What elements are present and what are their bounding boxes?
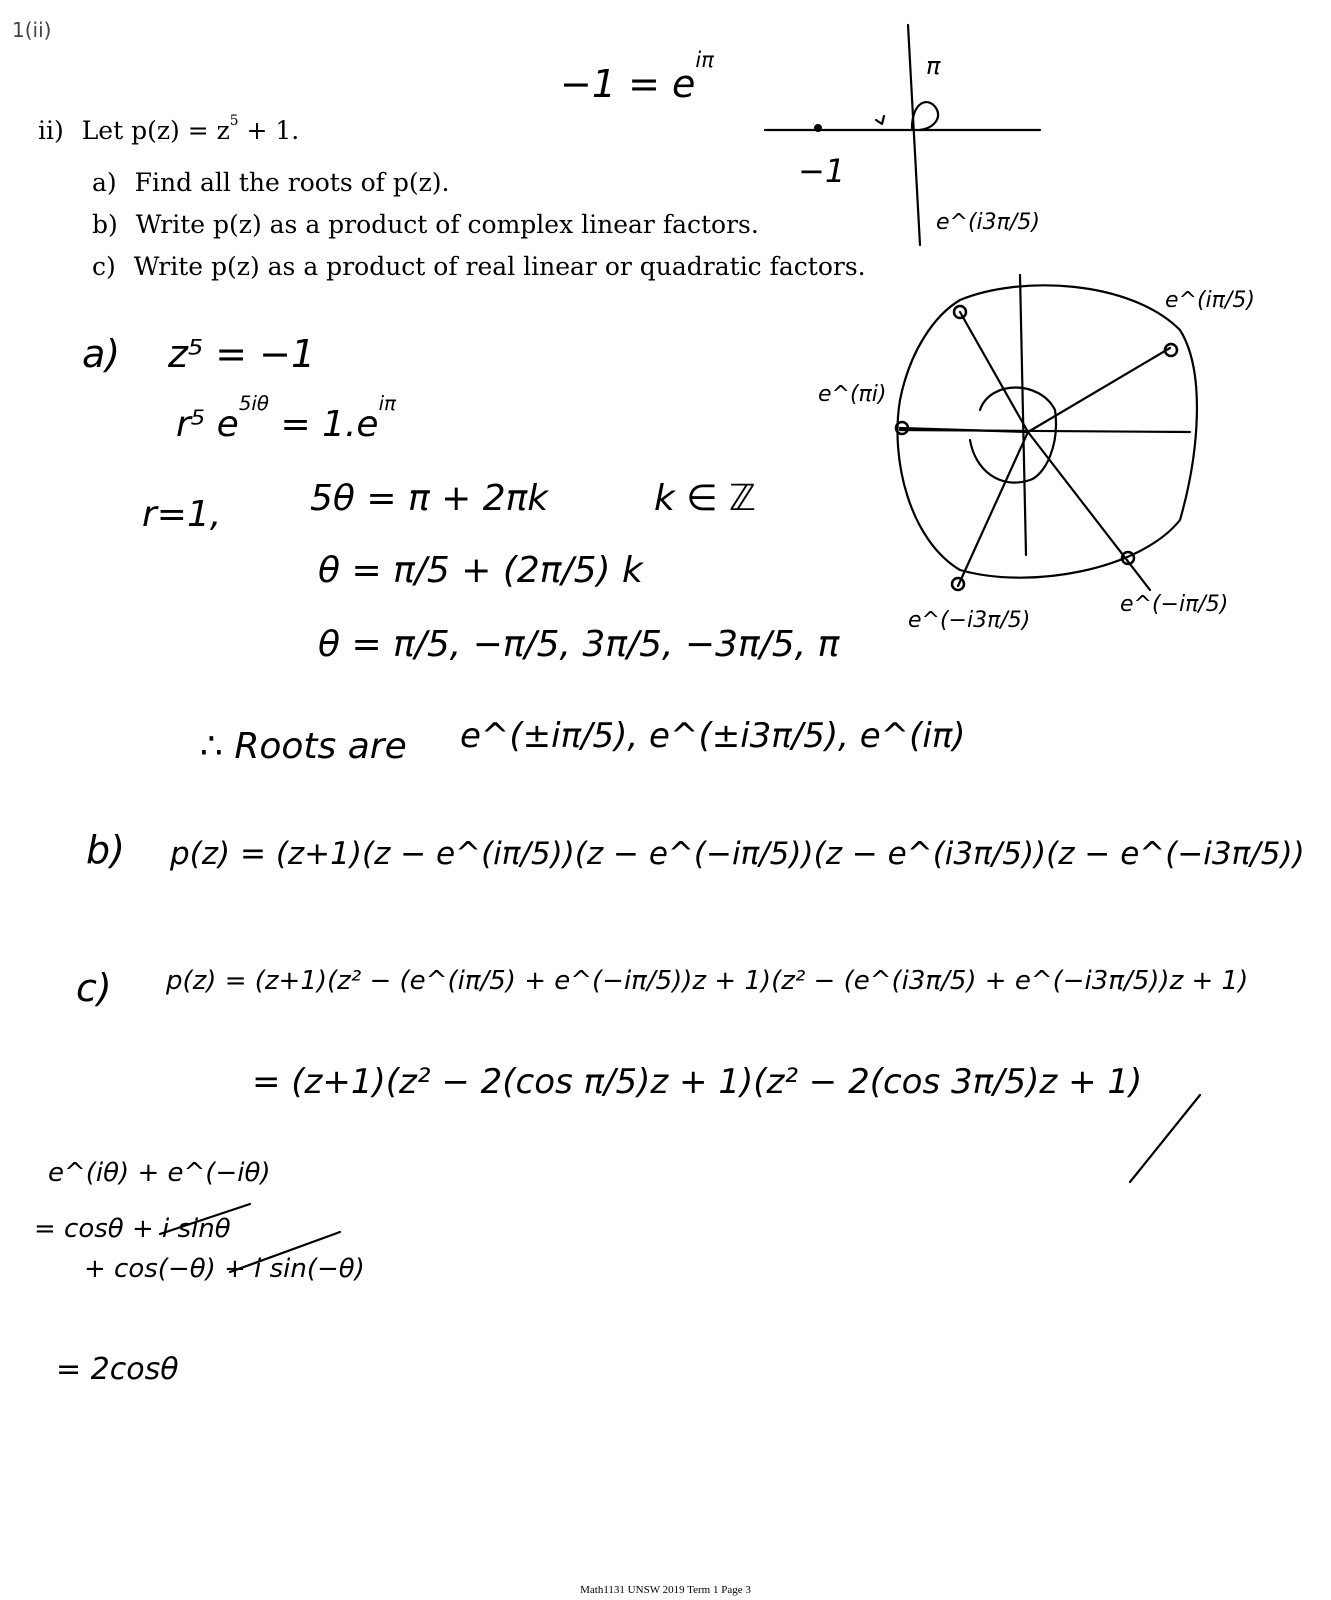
work-a-line2-mid: = 1.e — [269, 404, 379, 445]
minus-one-label: −1 — [798, 152, 846, 190]
label-root-pi-over-5: e^(iπ/5) — [1165, 288, 1255, 313]
side-work-line2: = cosθ + i sinθ — [34, 1214, 231, 1244]
label-root-minus-3pi-over-5: e^(−i3π/5) — [908, 608, 1031, 633]
part-a-text: Find all the roots of p(z). — [134, 168, 450, 197]
ray-minus-3pi-over-5 — [958, 432, 1028, 586]
work-a-line2-exp2: iπ — [378, 392, 396, 415]
strike-sin-theta — [160, 1204, 250, 1234]
strike-sin-minus-theta — [230, 1232, 340, 1272]
work-a-roots-prefix: ∴ Roots are — [200, 726, 407, 767]
problem-text-suffix: + 1. — [238, 116, 300, 145]
work-b-line: p(z) = (z+1)(z − e^(iπ/5))(z − e^(−iπ/5))(z − e^(i3π/5))(z − e^(−i3π/5)) — [170, 836, 1305, 872]
label-root-pi: e^(πi) — [818, 382, 887, 407]
problem-statement — [38, 113, 300, 145]
roots-circle-diagram — [880, 270, 1210, 600]
work-a-line3-left: r=1, — [142, 494, 222, 535]
part-c-question — [92, 254, 866, 279]
circle-imag-axis — [1020, 275, 1026, 555]
angle-arc — [912, 102, 938, 130]
ray-minus-pi-over-5 — [1028, 432, 1150, 590]
part-c-label: c) — [92, 252, 116, 281]
side-work-strikes — [150, 1196, 360, 1276]
work-a-line3-k: k ∈ ℤ — [654, 478, 756, 519]
page-tag: 1(ii) — [12, 18, 52, 42]
part-b-question — [92, 212, 759, 237]
problem-exponent: 5 — [229, 113, 239, 129]
work-a-line2-base: r⁵ e — [176, 404, 239, 445]
work-a-line3: 5θ = π + 2πk — [310, 478, 549, 519]
work-c-label: c) — [76, 966, 112, 1010]
work-a-line1: z⁵ = −1 — [168, 332, 316, 376]
work-c-line1: p(z) = (z+1)(z² − (e^(iπ/5) + e^(−iπ/5))z + 1)(z² − (e^(i3π/5) + e^(−i3π/5))z + 1) — [166, 966, 1249, 996]
side-work-line4: = 2cosθ — [56, 1352, 179, 1387]
side-work-line3: + cos(−θ) + i sin(−θ) — [84, 1254, 365, 1284]
angle-label: π — [926, 52, 941, 80]
side-work-line1: e^(iθ) + e^(−iθ) — [48, 1158, 271, 1188]
work-a-line4: θ = π/5 + (2π/5) k — [318, 550, 643, 591]
page-footer: Math1131 UNSW 2019 Term 1 Page 3 — [580, 1584, 751, 1596]
check-mark — [1120, 1090, 1210, 1190]
work-b-label: b) — [86, 828, 125, 872]
euler-note-exp: iπ — [695, 48, 714, 72]
work-c-line2: = (z+1)(z² − 2(cos π/5)z + 1)(z² − 2(cos 3π/5)z + 1) — [252, 1062, 1143, 1102]
part-c-text: Write p(z) as a product of real linear or quadratic factors. — [133, 252, 866, 281]
part-a-label: a) — [92, 168, 117, 197]
work-a-line5: θ = π/5, −π/5, 3π/5, −3π/5, π — [318, 624, 840, 665]
problem-number: ii) — [38, 116, 64, 145]
part-b-label: b) — [92, 210, 118, 239]
ray-3pi-over-5 — [960, 312, 1028, 432]
ray-pi-over-5 — [1028, 348, 1170, 432]
part-b-text: Write p(z) as a product of complex linear factors. — [135, 210, 759, 239]
imaginary-axis — [908, 25, 920, 245]
euler-note-base: −1 = e — [560, 62, 696, 106]
problem-text-prefix: Let p(z) = z — [81, 116, 230, 145]
label-root-minus-pi-over-5: e^(−iπ/5) — [1120, 592, 1229, 617]
check-stroke — [1130, 1095, 1200, 1182]
work-a-roots-list: e^(±iπ/5), e^(±i3π/5), e^(iπ) — [460, 716, 966, 756]
work-a-line2-exp: 5iθ — [238, 392, 270, 415]
work-a-label: a) — [82, 332, 121, 376]
part-a-question — [92, 170, 450, 195]
minus-one-point — [814, 124, 822, 132]
label-root-3pi-over-5: e^(i3π/5) — [936, 210, 1040, 235]
inner-angle-arcs — [970, 388, 1056, 483]
angle-arrowhead — [876, 116, 884, 124]
